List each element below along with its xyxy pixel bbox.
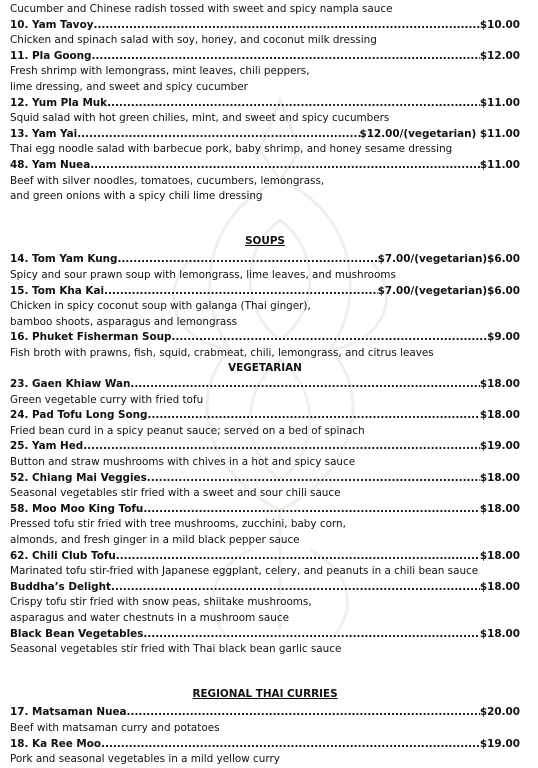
menu-item-price: $11.00 [479,96,520,109]
menu-item-row [10,549,520,565]
menu-item-price: $20.00 [479,706,520,719]
dot-leader [143,627,480,643]
menu-item-row [10,330,520,346]
vegetarian-section [10,377,520,658]
dot-leader [90,158,480,174]
menu-item-row [10,49,520,65]
item-description: Pork and seasonal vegetables in a mild yellow curry [10,753,280,766]
menu-item-row [10,737,520,753]
menu-item-price: $18.00 [479,502,520,515]
menu-item-name: 48. Yam Nuea [10,158,91,171]
menu-item-name: Buddha’s Delight [10,580,111,593]
dot-leader [91,49,479,65]
menu-item-price: $18.00 [479,549,520,562]
menu-item-name: 58. Moo Moo King Tofu [10,502,144,515]
menu-item-price: $18.00 [479,580,520,593]
dot-leader [107,96,480,112]
dot-leader [127,705,480,721]
menu-item-price: $19.00 [479,440,520,453]
dot-leader [116,549,480,565]
menu-item-name: 12. Yum Pla Muk [10,96,108,109]
menu-item-price: $7.00/(vegetarian)$6.00 [377,253,520,266]
menu-item-row [10,18,520,34]
menu-item-row [10,580,520,596]
item-description: Marinated tofu stir-fried with Japanese eggplant, celery, and peanuts in a chili bean sauce [10,565,479,578]
dot-leader [104,284,378,300]
menu-item-row [10,502,520,518]
menu-item-row [10,408,520,424]
menu-item-name: 23. Gaen Khiaw Wan [10,378,131,391]
menu-item-name: 11. Pla Goong [10,49,92,62]
item-description: Beef with matsaman curry and potatoes [10,721,220,734]
dot-leader [117,252,377,268]
item-description: Pressed tofu stir fried with tree mushrooms, zucchini, baby corn, [10,518,346,531]
item-description: lime dressing, and sweet and spicy cucumber [10,80,248,93]
dot-leader [94,18,480,34]
dot-leader [83,439,480,455]
menu-item-name: Black Bean Vegetables [10,627,144,640]
menu-item-price: $12.00 [479,49,520,62]
menu-item-row [10,471,520,487]
soups-section [10,252,520,361]
item-description: bamboo shoots, asparagus and lemongrass [10,315,238,328]
item-description: Fish broth with prawns, fish, squid, crabmeat, chili, lemongrass, and citrus leaves [10,346,434,359]
item-description: Crispy tofu stir fried with snow peas, shiitake mushrooms, [10,596,312,609]
menu-item-price: $9.00 [487,331,520,344]
vegetarian-heading: VEGETARIAN [228,362,302,375]
menu-item-name: 25. Yam Hed [10,440,84,453]
menu-item-row [10,158,520,174]
dot-leader [130,377,480,393]
dot-leader [111,580,480,596]
dot-leader [101,737,480,753]
item-description: Fresh shrimp with lemongrass, mint leaves, chili peppers, [10,65,310,78]
item-description: Chicken in spicy coconut soup with galanga (Thai ginger), [10,300,311,313]
item-description: asparagus and water chestnuts in a mushroom sauce [10,611,289,624]
curries-section [10,705,520,767]
item-description: Beef with silver noodles, tomatoes, cucumbers, lemongrass, [10,174,325,187]
item-description: Thai egg noodle salad with barbecue pork, baby shrimp, and honey sesame dressing [10,143,453,156]
menu-item-row [10,439,520,455]
menu-item-name: 10. Yam Tavoy [10,18,94,31]
menu-item-price: $18.00 [479,378,520,391]
menu-item-row [10,377,520,393]
menu-item-row [10,127,520,143]
menu-item-name: 13. Yam Yai [10,127,78,140]
menu-item-row [10,96,520,112]
dot-leader [171,330,487,346]
dot-leader [77,127,359,143]
item-description: Fried bean curd in a spicy peanut sauce; served on a bed of spinach [10,424,365,437]
item-description: Chicken and spinach salad with soy, honey, and coconut milk dressing [10,34,377,47]
menu-item-name: 62. Chili Club Tofu [10,549,116,562]
soups-heading: SOUPS [245,234,285,247]
menu-item-price: $18.00 [479,627,520,640]
menu-item-name: 17. Matsaman Nuea [10,706,127,719]
menu-item-price: $11.00 [479,158,520,171]
item-description: Spicy and sour prawn soup with lemongrass, lime leaves, and mushrooms [10,268,396,281]
item-description: almonds, and fresh ginger in a mild black pepper sauce [10,534,300,546]
item-description: and green onions with a spicy chili lime dressing [10,190,263,203]
menu-item-name: 14. Tom Yam Kung [10,253,118,266]
menu-item-price: $19.00 [479,737,520,750]
item-description: Seasonal vegetables stir fried with a sweet and sour chili sauce [10,487,341,500]
item-description: Cucumber and Chinese radish tossed with sweet and spicy nampla sauce [10,3,393,15]
menu-item-price: $12.00/(vegetarian) $11.00 [359,127,520,140]
menu-page [10,2,520,768]
menu-item-row [10,284,520,300]
dot-leader [147,471,480,487]
menu-item-row [10,627,520,643]
regional-thai-curries-heading: REGIONAL THAI CURRIES [192,687,338,700]
menu-item-price: $18.00 [479,409,520,422]
menu-item-name: 24. Pad Tofu Long Song [10,409,148,422]
dot-leader [147,408,479,424]
menu-item-price: $7.00/(vegetarian)$6.00 [377,284,520,297]
menu-item-name: 16. Phuket Fisherman Soup [10,331,172,344]
salads-section [10,18,520,205]
item-description: Button and straw mushrooms with chives in a hot and spicy sauce [10,456,356,469]
item-description: Green vegetable curry with fried tofu [10,393,204,406]
dot-leader [143,502,480,518]
menu-item-row [10,705,520,721]
menu-item-name: 52. Chiang Mai Veggies [10,471,147,484]
item-description: Seasonal vegetables stir fried with Thai black bean garlic sauce [10,643,342,656]
menu-item-name: 15. Tom Kha Kai [10,284,105,297]
menu-item-name: 18. Ka Ree Moo [10,737,102,750]
menu-item-row [10,252,520,268]
item-description: Squid salad with hot green chilies, mint, and sweet and spicy cucumbers [10,112,390,125]
menu-item-price: $10.00 [479,18,520,31]
menu-item-price: $18.00 [479,471,520,484]
